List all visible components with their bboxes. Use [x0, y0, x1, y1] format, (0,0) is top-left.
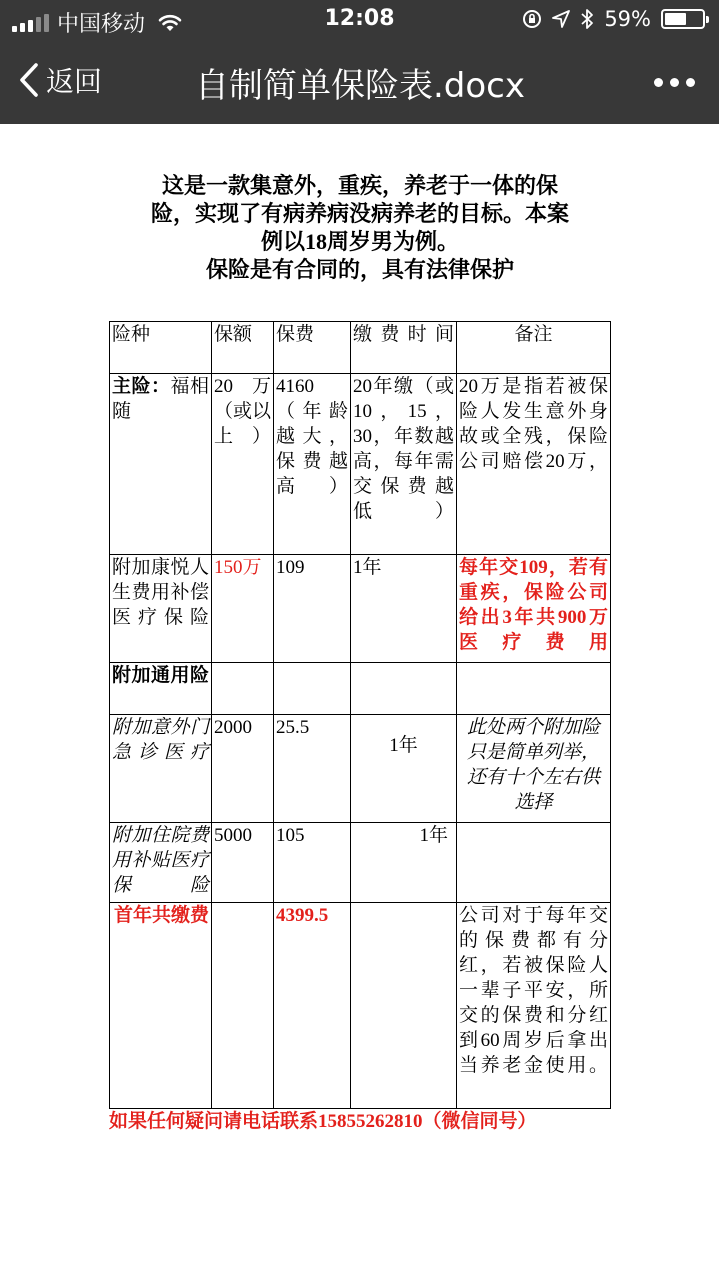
rider3-name: 附加住院费用补贴医疗保险 — [110, 823, 212, 903]
total-note: 公司对于每年交的保费都有分红，若被保险人一辈子平安，所交的保费和分红到60周岁后拿出当养老金使用。 — [457, 903, 611, 1109]
chevron-left-icon — [18, 62, 40, 98]
rider1-premium: 109 — [274, 555, 351, 663]
clock: 12:08 — [324, 6, 395, 31]
orientation-lock-icon — [522, 9, 542, 29]
back-button[interactable] — [18, 60, 102, 100]
rider1-amount: 150万 — [212, 555, 274, 663]
section-empty — [351, 663, 457, 715]
battery-percent: 59% — [604, 7, 651, 31]
rider3-amount: 5000 — [212, 823, 274, 903]
document-view — [0, 124, 719, 1280]
table-row-main — [110, 374, 611, 555]
intro-line: 例以18周岁男为例。 — [260, 229, 459, 254]
total-label: 首年共缴费 — [110, 903, 212, 1109]
page-title: 自制简单保险表.docx — [194, 66, 525, 106]
section-empty — [457, 663, 611, 715]
rider2-amount: 2000 — [212, 715, 274, 823]
main-note: 20万是指若被保险人发生意外身故或全残，保险公司赔偿20万， — [457, 374, 611, 555]
header-type: 险种 — [110, 322, 212, 374]
rider3-term: 1年 — [351, 823, 457, 903]
table-row-rider3 — [110, 823, 611, 903]
table-row-section — [110, 663, 611, 715]
rider2-premium: 25.5 — [274, 715, 351, 823]
more-options-icon[interactable] — [654, 78, 695, 87]
table-header-row — [110, 322, 611, 374]
table-row-rider2 — [110, 715, 611, 823]
section-empty — [274, 663, 351, 715]
intro-line: 这是一款集意外，重疾，养老于一体的保 — [161, 173, 558, 198]
main-amount: 20万（或以上） — [212, 374, 274, 555]
status-bar — [0, 0, 719, 40]
contact-line: 如果任何疑问请电话联系15855262810（微信同号） — [109, 1111, 537, 1132]
main-insurance-product: 福相随 — [112, 376, 209, 422]
section-empty — [212, 663, 274, 715]
header-premium: 保费 — [274, 322, 351, 374]
table-row-rider1 — [110, 555, 611, 663]
rider2-term: 1年 — [351, 715, 457, 823]
table-row-total — [110, 903, 611, 1109]
rider1-term: 1年 — [351, 555, 457, 663]
intro-line: 保险是有合同的，具有法律保护 — [205, 257, 514, 282]
header-amount: 保额 — [212, 322, 274, 374]
nav-bar — [0, 40, 719, 124]
section-title: 附加通用险 — [110, 663, 212, 715]
location-icon — [552, 10, 570, 28]
total-empty — [351, 903, 457, 1109]
rider3-premium: 105 — [274, 823, 351, 903]
bluetooth-icon — [580, 8, 594, 30]
header-note: 备注 — [457, 322, 611, 374]
total-premium: 4399.5 — [274, 903, 351, 1109]
main-term: 20年缴（或10，15，30，年数越高，每年需交保费越低） — [351, 374, 457, 555]
header-term: 缴费时间 — [351, 322, 457, 374]
intro-line: 险，实现了有病养病没病养老的目标。本案 — [150, 201, 569, 226]
main-insurance-prefix: 主险： — [112, 376, 171, 397]
total-empty — [212, 903, 274, 1109]
intro-text — [110, 172, 610, 284]
rider1-note: 每年交109，若有重疾，保险公司给出3年共900万医疗费用 — [457, 555, 611, 663]
rider2-name: 附加意外门急诊医疗 — [110, 715, 212, 823]
rider2-note: 此处两个附加险只是简单列举，还有十个左右供选择 — [457, 715, 611, 823]
main-insurance-name — [110, 374, 212, 555]
rider1-name: 附加康悦人生费用补偿医疗保险 — [110, 555, 212, 663]
rider3-note-empty — [457, 823, 611, 903]
back-label: 返回 — [46, 65, 103, 98]
insurance-table — [109, 321, 611, 1109]
battery-icon — [661, 9, 705, 29]
carrier-label: 中国移动 — [57, 12, 146, 37]
main-premium: 4160（年龄越大，保费越高） — [274, 374, 351, 555]
